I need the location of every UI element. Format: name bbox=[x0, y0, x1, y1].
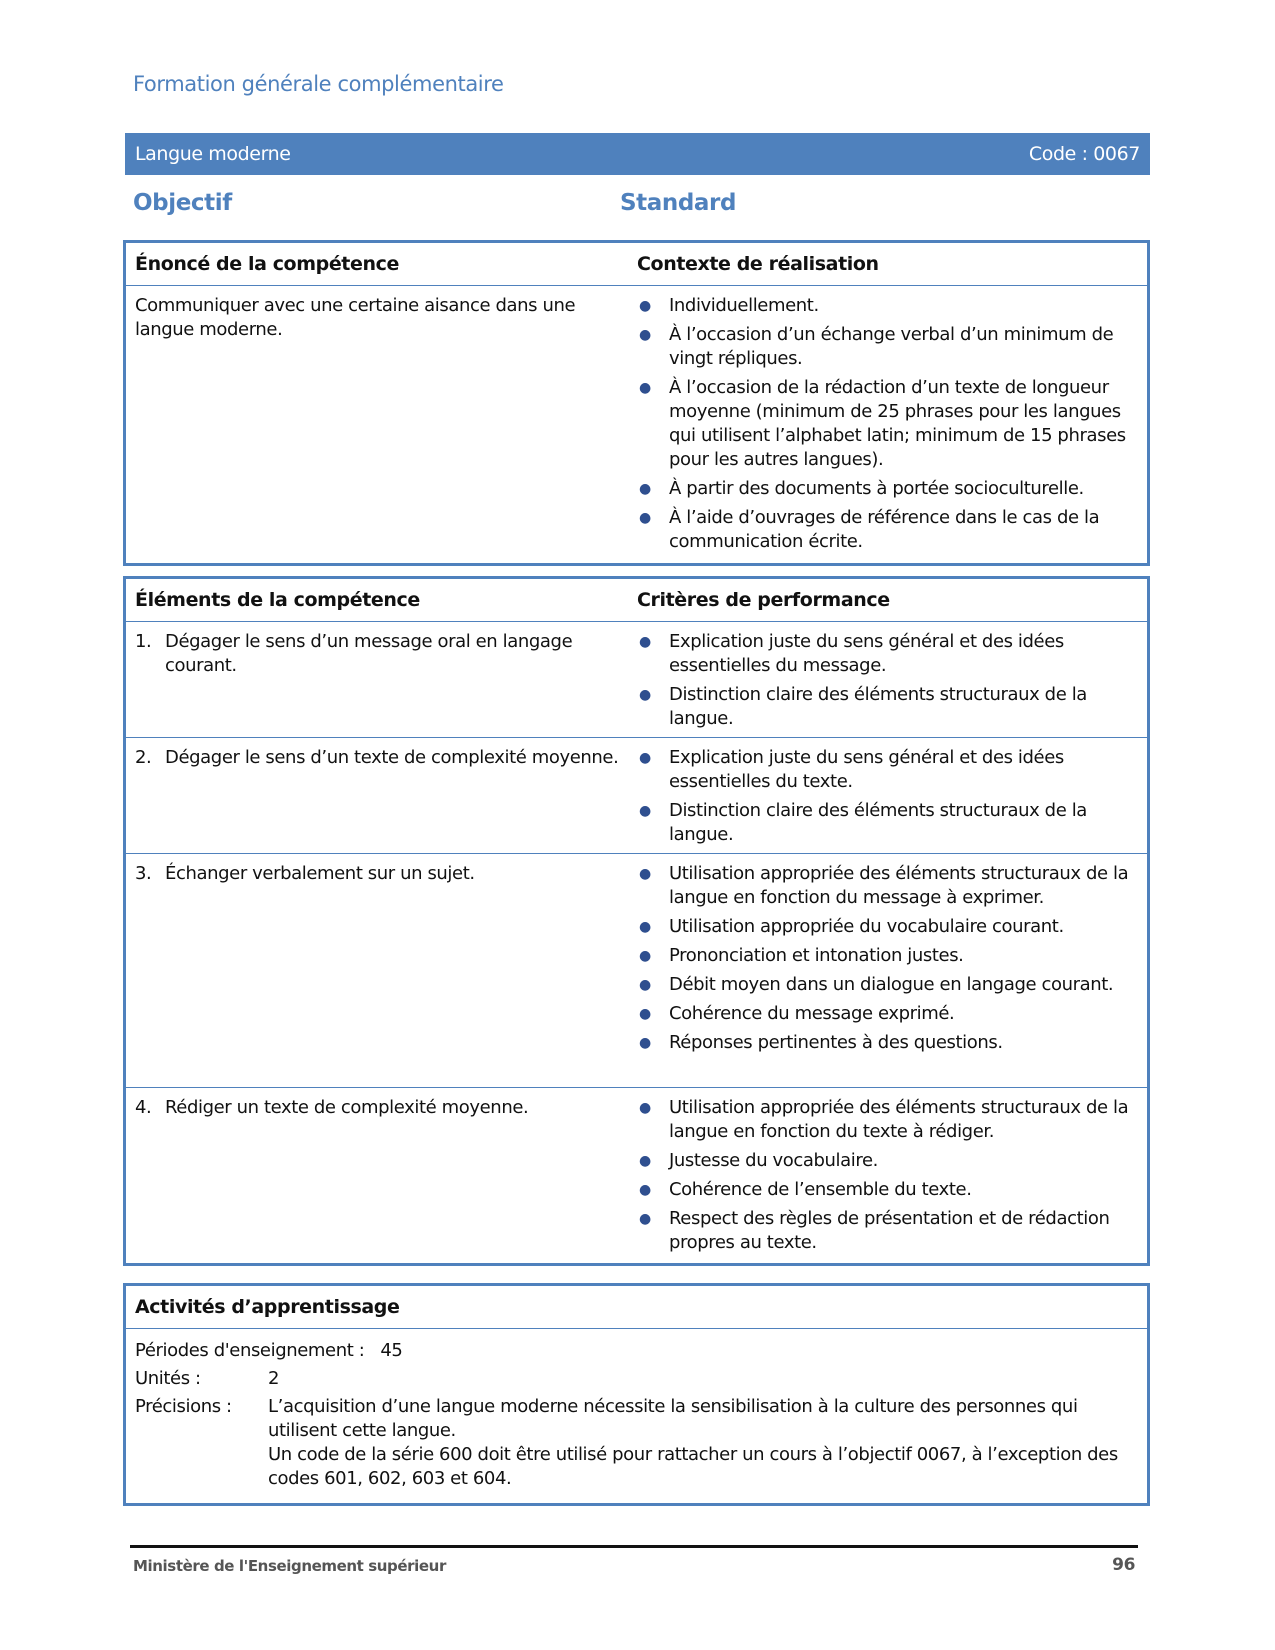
element-text: Rédiger un texte de complexité moyenne. bbox=[165, 1097, 529, 1118]
bullet-icon: ● bbox=[639, 481, 651, 497]
list-item: ● Cohérence du message exprimé. bbox=[639, 1003, 955, 1024]
element-text: Dégager le sens d’un texte de complexité moyenne. bbox=[165, 747, 619, 768]
bullet-icon: ● bbox=[639, 380, 651, 396]
bullet-icon: ● bbox=[639, 803, 651, 819]
enonce-text: Communiquer avec une certaine aisance dans une langue moderne. bbox=[135, 295, 576, 340]
list-item: ● Débit moyen dans un dialogue en langage courant. bbox=[639, 974, 1114, 995]
bullet-icon: ● bbox=[639, 1100, 651, 1116]
unites-line: Unités : 2 bbox=[135, 1368, 280, 1389]
table-row: 3. Échanger verbalement sur un sujet. ● Utilisation appropriée des éléments structuraux de la langue en fonction du message à exprimer. ● Utilisation appropriée du vocabulaire courant. ● Prononciation et intonation justes. ● Débit moyen dans un dialogue en langage courant. ● Cohérence du message exprimé. ● Réponses pertinentes à des questions. bbox=[126, 854, 1147, 1088]
header-enonce: Énoncé de la compétence bbox=[135, 253, 399, 275]
footer-divider bbox=[130, 1545, 1138, 1548]
bullet-icon: ● bbox=[639, 634, 651, 650]
bullet-icon: ● bbox=[639, 687, 651, 703]
list-item: ● Respect des règles de présentation et de rédaction propres au texte. bbox=[639, 1208, 1110, 1253]
activites-table bbox=[123, 1283, 1150, 1506]
footer-ministry: Ministère de l'Enseignement supérieur bbox=[133, 1557, 446, 1575]
bullet-icon: ● bbox=[639, 948, 651, 964]
bullet-icon: ● bbox=[639, 327, 651, 343]
element-text: Dégager le sens d’un message oral en langage courant. bbox=[165, 631, 573, 676]
competence-table bbox=[123, 240, 1150, 566]
bullet-icon: ● bbox=[639, 1182, 651, 1198]
contexte-list bbox=[637, 294, 1147, 554]
course-name: Langue moderne bbox=[135, 143, 291, 165]
list-item: ● Réponses pertinentes à des questions. bbox=[639, 1032, 1003, 1053]
list-item: ● Explication juste du sens général et des idées essentielles du message. bbox=[639, 631, 1064, 676]
element-text: Échanger verbalement sur un sujet. bbox=[165, 863, 475, 884]
precisions-line: Précisions : L’acquisition d’une langue moderne nécessite la sensibilisation à la culture des personnes qui utilisent cette langue. Un code de la série 600 doit être utilisé pour rattacher un cours à l’objectif 0067, à l’exception des codes 601, 602, 603 et 604. bbox=[135, 1395, 1138, 1491]
bullet-icon: ● bbox=[639, 1211, 651, 1227]
bullet-icon: ● bbox=[639, 298, 651, 314]
bullet-icon: ● bbox=[639, 510, 651, 526]
periodes-line: Périodes d'enseignement : 45 bbox=[135, 1340, 403, 1361]
precisions-text-1: L’acquisition d’une langue moderne nécessite la sensibilisation à la culture des personnes qui utilisent cette langue. bbox=[268, 1396, 1078, 1441]
table-row: 1. Dégager le sens d’un message oral en langage courant. ● Explication juste du sens général et des idées essentielles du message. ● Distinction claire des éléments structuraux de la langue. bbox=[126, 622, 1147, 738]
list-item: ● Individuellement. bbox=[639, 295, 819, 316]
list-item: ● Justesse du vocabulaire. bbox=[639, 1150, 878, 1171]
activites-title: Activités d’apprentissage bbox=[126, 1286, 1147, 1329]
list-item: ● À l’aide d’ouvrages de référence dans le cas de la communication écrite. bbox=[639, 507, 1100, 552]
precisions-text-2: Un code de la série 600 doit être utilisé pour rattacher un cours à l’objectif 0067, à l’exception des codes 601, 602, 603 et 604. bbox=[268, 1444, 1118, 1489]
header-elements: Éléments de la compétence bbox=[135, 589, 420, 611]
bullet-icon: ● bbox=[639, 750, 651, 766]
list-item: ● Distinction claire des éléments structuraux de la langue. bbox=[639, 800, 1087, 845]
bullet-icon: ● bbox=[639, 1035, 651, 1051]
table-row: 2. Dégager le sens d’un texte de complexité moyenne. ● Explication juste du sens général et des idées essentielles du texte. ● Distinction claire des éléments structuraux de la langue. bbox=[126, 738, 1147, 854]
bullet-icon: ● bbox=[639, 866, 651, 882]
list-item: ● Utilisation appropriée des éléments structuraux de la langue en fonction du texte à rédiger. bbox=[639, 1097, 1129, 1142]
list-item: ● À l’occasion d’un échange verbal d’un minimum de vingt répliques. bbox=[639, 324, 1114, 369]
list-item: ● À partir des documents à portée socioculturelle. bbox=[639, 478, 1084, 499]
header-contexte: Contexte de réalisation bbox=[637, 253, 879, 275]
list-item: ● Explication juste du sens général et des idées essentielles du texte. bbox=[639, 747, 1064, 792]
list-item: ● Utilisation appropriée des éléments structuraux de la langue en fonction du message à exprimer. bbox=[639, 863, 1129, 908]
objectif-heading: Objectif bbox=[133, 190, 232, 216]
course-code: Code : 0067 bbox=[1028, 143, 1140, 165]
section-title: Formation générale complémentaire bbox=[133, 72, 504, 96]
course-band bbox=[123, 133, 1150, 175]
page-number: 96 bbox=[1112, 1555, 1135, 1575]
list-item: ● Distinction claire des éléments structuraux de la langue. bbox=[639, 684, 1087, 729]
list-item: ● À l’occasion de la rédaction d’un texte de longueur moyenne (minimum de 25 phrases pour les langues qui utilisent l’alphabet latin; minimum de 15 phrases pour les autres langues). bbox=[639, 377, 1126, 470]
bullet-icon: ● bbox=[639, 1153, 651, 1169]
elements-table bbox=[123, 576, 1150, 1266]
header-criteres: Critères de performance bbox=[637, 589, 890, 611]
list-item: ● Cohérence de l’ensemble du texte. bbox=[639, 1179, 972, 1200]
table-row: 4. Rédiger un texte de complexité moyenne. ● Utilisation appropriée des éléments structuraux de la langue en fonction du texte à rédiger. ● Justesse du vocabulaire. ● Cohérence de l’ensemble du texte. ● Respect des règles de présentation et de rédaction propres au texte. bbox=[126, 1088, 1147, 1263]
bullet-icon: ● bbox=[639, 1006, 651, 1022]
bullet-icon: ● bbox=[639, 919, 651, 935]
table-header bbox=[126, 579, 1147, 622]
unites-value: 2 bbox=[268, 1368, 280, 1389]
list-item: ● Utilisation appropriée du vocabulaire courant. bbox=[639, 916, 1064, 937]
table-header bbox=[126, 243, 1147, 286]
periodes-value: 45 bbox=[380, 1340, 403, 1361]
standard-heading: Standard bbox=[620, 190, 737, 216]
table-row bbox=[126, 286, 1147, 563]
list-item: ● Prononciation et intonation justes. bbox=[639, 945, 964, 966]
bullet-icon: ● bbox=[639, 977, 651, 993]
